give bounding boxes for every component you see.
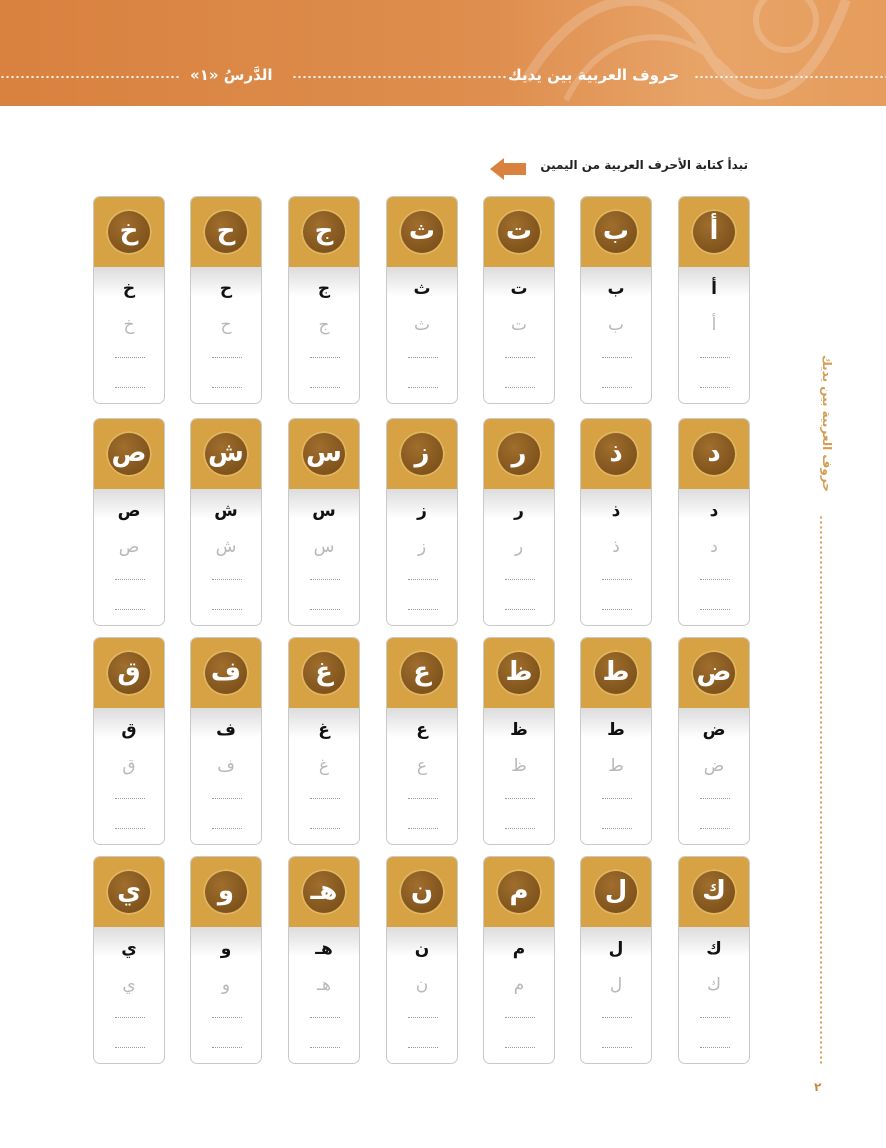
letter-trace: أ (711, 315, 717, 335)
letter-badge: ح (203, 209, 249, 255)
letter-bold: ض (702, 720, 726, 740)
letter-bold: ي (121, 939, 137, 959)
letter-card (580, 856, 652, 1064)
writing-line[interactable] (505, 1017, 535, 1018)
letter-trace: ذ (612, 537, 620, 557)
writing-line[interactable] (602, 357, 632, 358)
letter-badge: ي (106, 869, 152, 915)
writing-line[interactable] (212, 1017, 242, 1018)
letter-card (93, 418, 165, 626)
writing-line[interactable] (212, 387, 242, 388)
letter-bold: هـ (315, 939, 333, 959)
writing-line[interactable] (700, 1017, 730, 1018)
writing-line[interactable] (212, 828, 242, 829)
letter-trace: و (221, 975, 231, 995)
letter-trace: غ (318, 756, 330, 776)
letter-trace: ل (609, 975, 623, 995)
writing-line[interactable] (505, 579, 535, 580)
writing-line[interactable] (602, 1017, 632, 1018)
letter-badge: غ (301, 650, 347, 696)
writing-line[interactable] (700, 798, 730, 799)
letter-bold: ل (608, 939, 624, 959)
letter-card (288, 196, 360, 404)
letter-trace: ظ (511, 756, 527, 776)
letter-bold: ن (414, 939, 430, 959)
letter-card (190, 196, 262, 404)
letter-trace: د (710, 537, 718, 557)
letter-bold: غ (318, 720, 330, 740)
letter-card (288, 637, 360, 845)
writing-line[interactable] (700, 828, 730, 829)
letter-badge: ل (593, 869, 639, 915)
letter-card (386, 196, 458, 404)
letter-trace: ن (415, 975, 429, 995)
writing-line[interactable] (700, 609, 730, 610)
letter-trace: ز (417, 537, 427, 557)
letter-badge: ط (593, 650, 639, 696)
book-title: حروف العربية بين يديك (508, 66, 680, 84)
writing-line[interactable] (115, 387, 145, 388)
writing-line[interactable] (602, 609, 632, 610)
writing-line[interactable] (115, 828, 145, 829)
letter-card (288, 418, 360, 626)
writing-line[interactable] (505, 828, 535, 829)
writing-line[interactable] (115, 579, 145, 580)
side-book-title: حروف العربية بين يديك (820, 355, 834, 492)
arrow-left-icon (490, 158, 526, 180)
letter-trace: ك (706, 975, 721, 995)
writing-line[interactable] (408, 1017, 438, 1018)
letter-badge: ر (496, 431, 542, 477)
letter-bold: ك (706, 939, 722, 959)
writing-line[interactable] (212, 357, 242, 358)
letter-badge: س (301, 431, 347, 477)
writing-line[interactable] (408, 1047, 438, 1048)
letter-card (93, 856, 165, 1064)
letter-bold: ز (417, 501, 427, 521)
writing-line[interactable] (310, 387, 340, 388)
writing-line[interactable] (505, 609, 535, 610)
writing-line[interactable] (505, 387, 535, 388)
letter-card (580, 637, 652, 845)
writing-line[interactable] (310, 1047, 340, 1048)
letter-badge: ذ (593, 431, 639, 477)
writing-line[interactable] (700, 357, 730, 358)
letter-card (678, 418, 750, 626)
letter-bold: د (709, 501, 719, 521)
letter-card (483, 418, 555, 626)
writing-line[interactable] (408, 387, 438, 388)
letter-badge: ف (203, 650, 249, 696)
letter-bold: ف (216, 720, 236, 740)
decorative-calligraphy-icon (506, 0, 866, 106)
writing-line[interactable] (602, 579, 632, 580)
letter-card (678, 856, 750, 1064)
letter-card (93, 637, 165, 845)
letter-card (483, 196, 555, 404)
letter-badge: م (496, 869, 542, 915)
writing-line[interactable] (602, 1047, 632, 1048)
letter-trace: ت (510, 315, 527, 335)
letter-trace: ح (220, 315, 232, 335)
writing-line[interactable] (310, 357, 340, 358)
writing-line[interactable] (212, 579, 242, 580)
letter-bold: ر (514, 501, 524, 521)
letter-trace: ر (514, 537, 524, 557)
header-dots-middle (292, 74, 508, 80)
letter-badge: ث (399, 209, 445, 255)
letter-bold: ذ (611, 501, 621, 521)
letter-badge: ن (399, 869, 445, 915)
letter-bold: خ (122, 279, 136, 299)
letter-card (483, 856, 555, 1064)
letter-card (580, 418, 652, 626)
letter-trace: ث (413, 315, 430, 335)
letter-badge: ص (106, 431, 152, 477)
letter-badge: ك (691, 869, 737, 915)
letter-badge: ب (593, 209, 639, 255)
letter-badge: ت (496, 209, 542, 255)
writing-line[interactable] (310, 579, 340, 580)
letter-card (190, 418, 262, 626)
letter-card (678, 196, 750, 404)
letter-bold: ب (607, 279, 625, 299)
letter-trace: ف (217, 756, 235, 776)
writing-line[interactable] (310, 798, 340, 799)
letter-badge: ز (399, 431, 445, 477)
letter-badge: ع (399, 650, 445, 696)
writing-line[interactable] (408, 357, 438, 358)
writing-line[interactable] (408, 798, 438, 799)
letter-card (580, 196, 652, 404)
letter-trace: ق (122, 756, 136, 776)
letter-bold: ظ (510, 720, 528, 740)
letter-badge: د (691, 431, 737, 477)
letter-trace: ع (416, 756, 428, 776)
writing-line[interactable] (408, 609, 438, 610)
letter-bold: ق (121, 720, 137, 740)
writing-line[interactable] (310, 1017, 340, 1018)
letter-bold: س (312, 501, 336, 521)
letter-card (93, 196, 165, 404)
letter-bold: و (220, 939, 232, 959)
page-header (0, 0, 886, 106)
letter-trace: ب (607, 315, 624, 335)
letter-bold: م (512, 939, 526, 959)
writing-line[interactable] (602, 798, 632, 799)
writing-line[interactable] (115, 357, 145, 358)
header-dots-left (0, 74, 180, 80)
letter-card (386, 637, 458, 845)
writing-line[interactable] (602, 828, 632, 829)
letter-bold: ح (219, 279, 233, 299)
letter-badge: ظ (496, 650, 542, 696)
letter-trace: س (313, 537, 335, 557)
header-dots-right (694, 74, 886, 80)
writing-line[interactable] (310, 609, 340, 610)
letter-card (386, 418, 458, 626)
letter-badge: ق (106, 650, 152, 696)
lesson-label: الدَّرسُ «١» (190, 66, 273, 84)
writing-line[interactable] (700, 387, 730, 388)
letter-badge: ج (301, 209, 347, 255)
writing-line[interactable] (212, 609, 242, 610)
writing-line[interactable] (505, 357, 535, 358)
writing-line[interactable] (115, 1047, 145, 1048)
letter-trace: ش (215, 537, 237, 557)
letter-trace: ص (118, 537, 140, 557)
letter-bold: ج (317, 279, 331, 299)
instruction-text: تبدأ كتابة الأحرف العربية من اليمين (540, 158, 748, 172)
side-dots (818, 515, 824, 1065)
letter-trace: ج (318, 315, 330, 335)
writing-line[interactable] (505, 1047, 535, 1048)
writing-line[interactable] (310, 828, 340, 829)
writing-line[interactable] (700, 579, 730, 580)
letter-trace: م (513, 975, 525, 995)
letter-badge: هـ (301, 869, 347, 915)
writing-line[interactable] (115, 798, 145, 799)
letter-trace: هـ (317, 975, 331, 995)
letter-card (483, 637, 555, 845)
letter-badge: خ (106, 209, 152, 255)
writing-line[interactable] (212, 798, 242, 799)
writing-line[interactable] (212, 1047, 242, 1048)
letter-card (678, 637, 750, 845)
letter-trace: خ (123, 315, 135, 335)
letter-bold: أ (711, 279, 717, 299)
letter-bold: ث (413, 279, 431, 299)
letter-bold: ت (510, 279, 528, 299)
letter-bold: ط (607, 720, 625, 740)
letter-bold: ص (117, 501, 141, 521)
letter-card (386, 856, 458, 1064)
letter-card (190, 856, 262, 1064)
letter-card (288, 856, 360, 1064)
writing-line[interactable] (602, 387, 632, 388)
letter-trace: ي (122, 975, 136, 995)
writing-line[interactable] (408, 828, 438, 829)
letter-badge: أ (691, 209, 737, 255)
writing-line[interactable] (505, 798, 535, 799)
writing-line[interactable] (115, 609, 145, 610)
letter-bold: ع (416, 720, 428, 740)
letter-badge: ش (203, 431, 249, 477)
letter-trace: ض (703, 756, 725, 776)
writing-line[interactable] (408, 579, 438, 580)
letter-badge: و (203, 869, 249, 915)
letter-card (190, 637, 262, 845)
letter-badge: ض (691, 650, 737, 696)
writing-line[interactable] (115, 1017, 145, 1018)
page-number: ٢ (814, 1080, 822, 1094)
letter-bold: ش (214, 501, 238, 521)
letter-trace: ط (608, 756, 624, 776)
writing-line[interactable] (700, 1047, 730, 1048)
